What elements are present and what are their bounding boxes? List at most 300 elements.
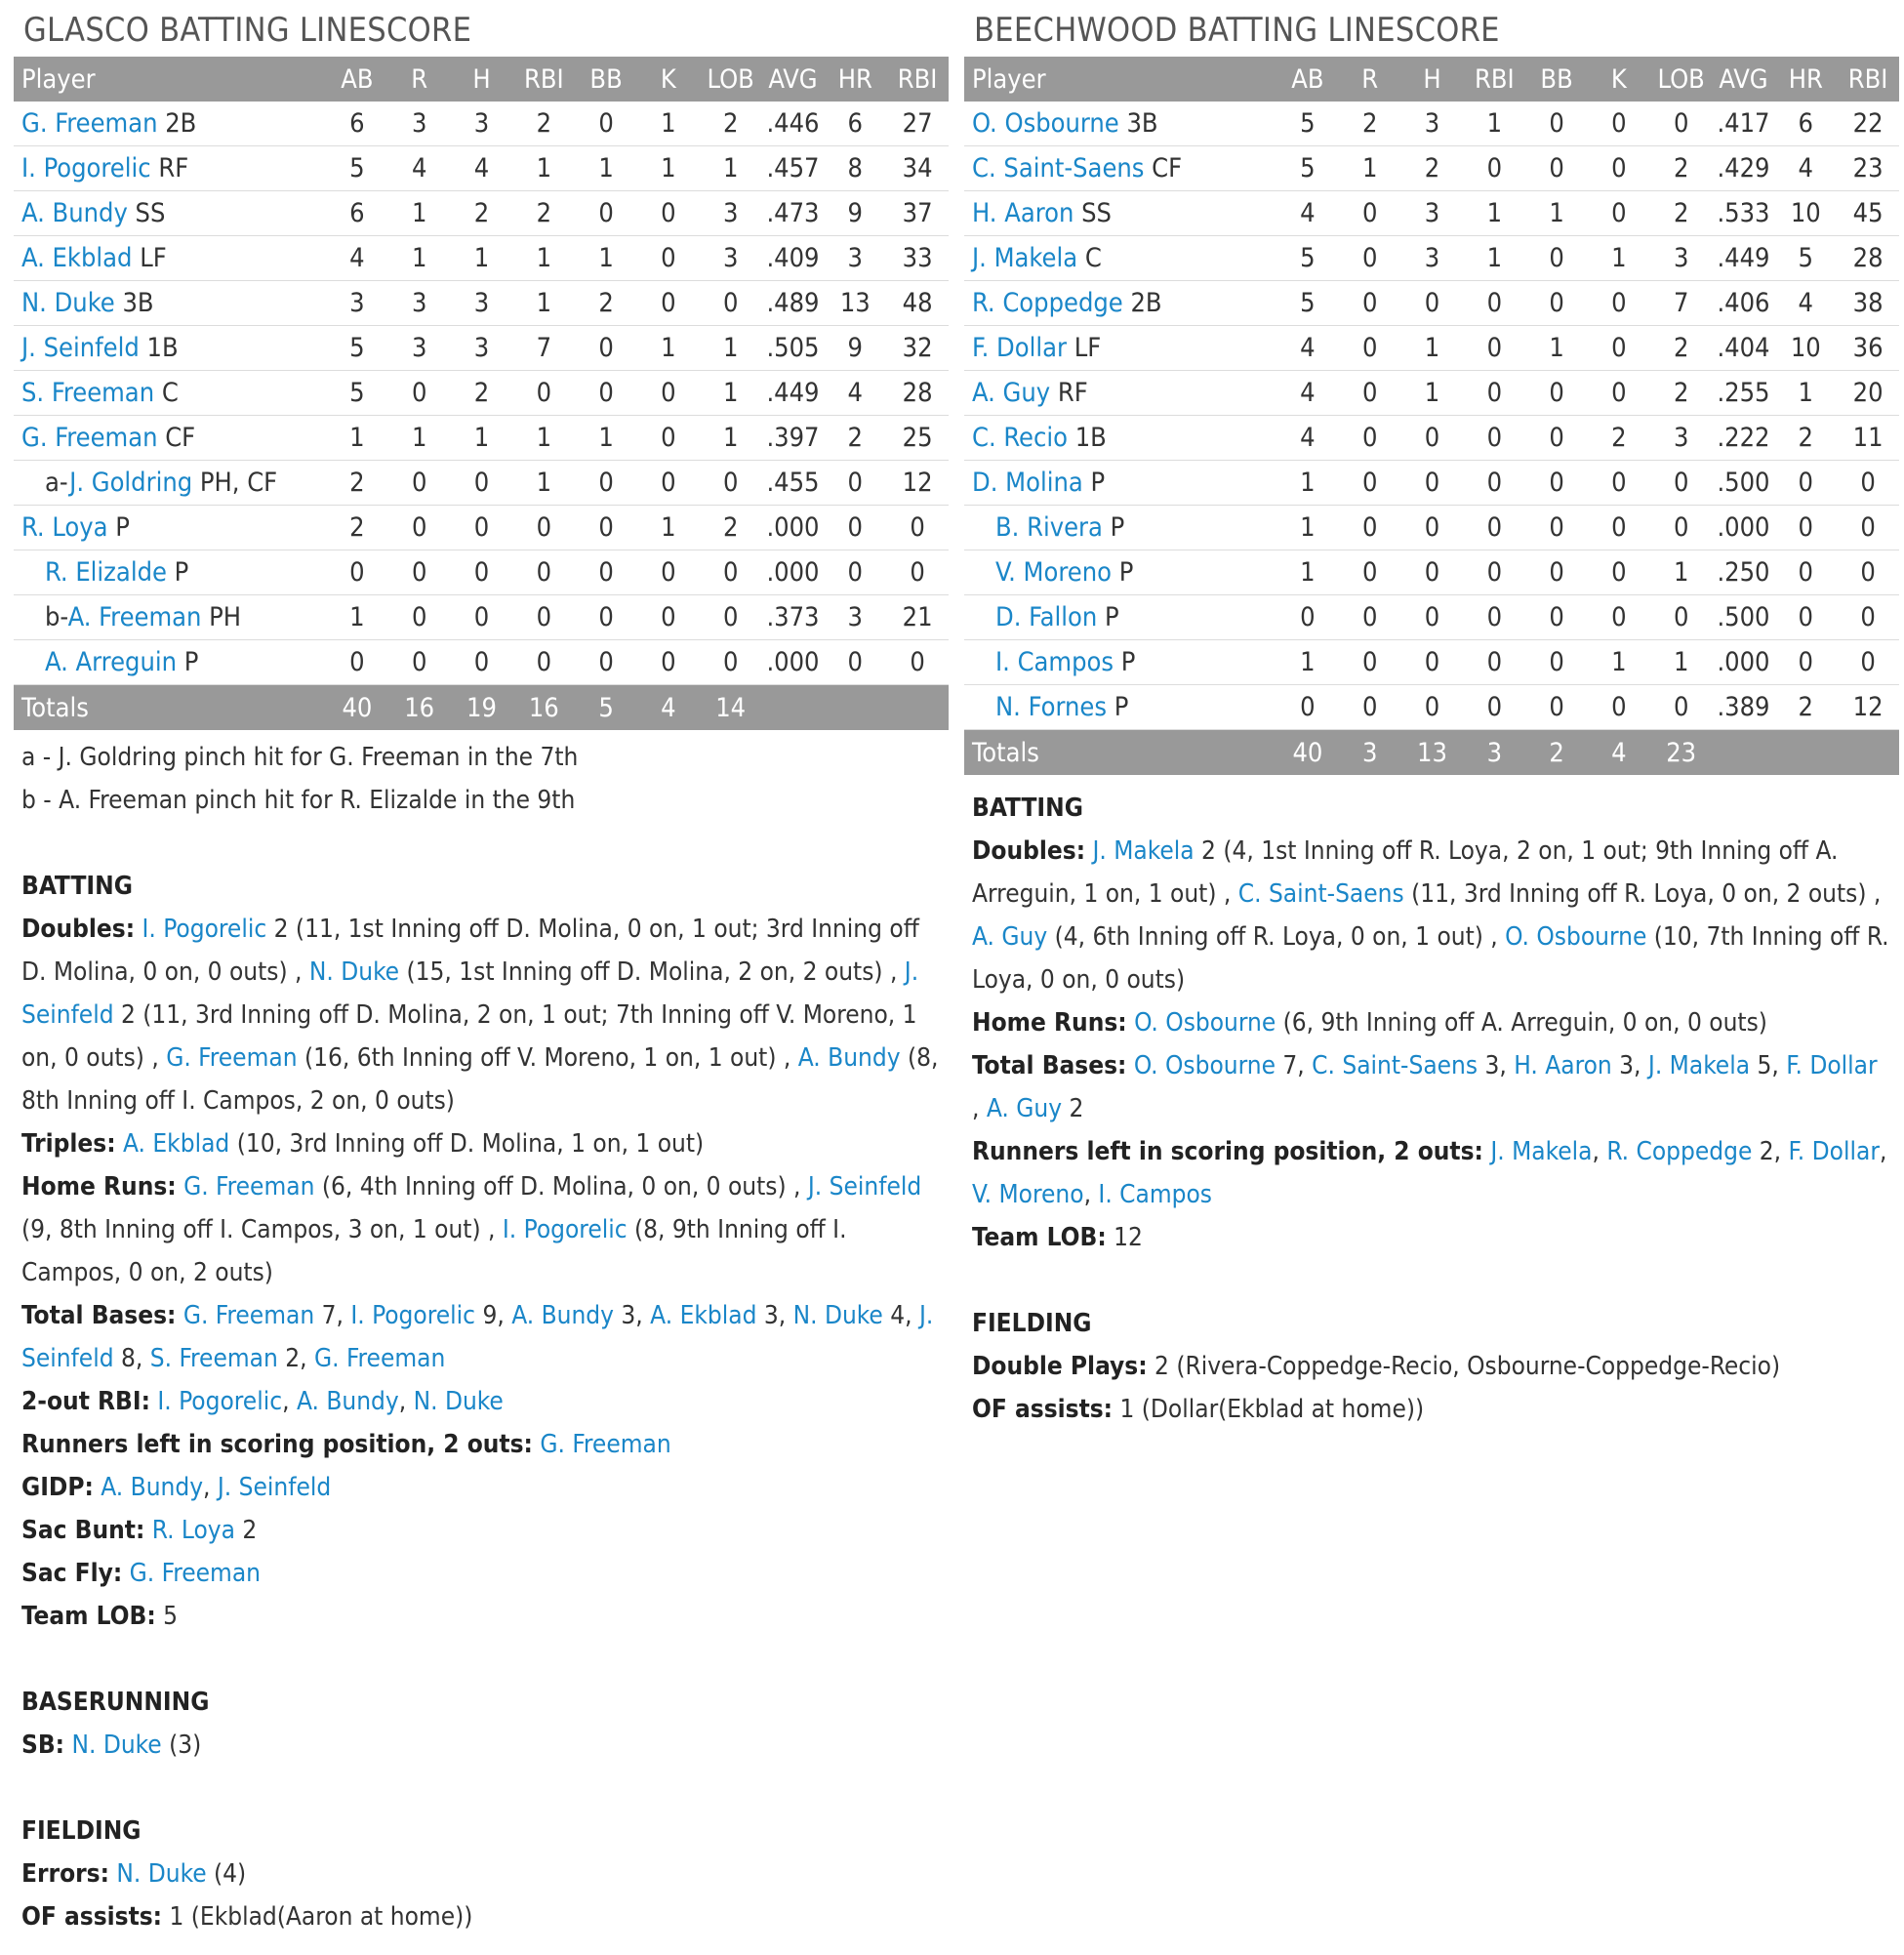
stat-cell: 5 <box>1276 102 1339 146</box>
player-row <box>964 146 1899 191</box>
beechwood-header-row <box>964 57 1899 102</box>
stat-cell: 0 <box>1463 685 1525 730</box>
player-link[interactable]: D. Molina <box>972 468 1083 498</box>
stat-cell: 25 <box>886 416 949 461</box>
player-link[interactable]: O. Osbourne <box>1133 1051 1276 1080</box>
stat-cell: 2 <box>326 506 388 550</box>
player-link[interactable]: G. Freeman <box>540 1430 671 1459</box>
stat-cell: 5 <box>326 371 388 416</box>
stat-label: Errors: <box>21 1859 109 1889</box>
stat-cell: 1 <box>700 416 762 461</box>
stat-label: Triples: <box>21 1129 116 1159</box>
player-cell <box>964 191 1276 236</box>
player-link[interactable]: B. Rivera <box>995 512 1103 543</box>
player-position: 3B <box>122 288 154 318</box>
stat-cell: 0 <box>1339 281 1401 326</box>
player-link[interactable]: A. Freeman <box>67 602 202 632</box>
player-link[interactable]: V. Moreno <box>972 1180 1084 1209</box>
column-header: AVG <box>762 57 825 102</box>
player-link[interactable]: J. Seinfeld <box>21 1301 934 1373</box>
player-cell <box>14 506 326 550</box>
stat-cell: 0 <box>575 640 637 685</box>
player-cell <box>964 640 1276 685</box>
player-link[interactable]: S. Freeman <box>149 1344 278 1373</box>
player-link[interactable]: R. Coppedge <box>972 288 1123 318</box>
player-link[interactable]: G. Freeman <box>183 1172 315 1202</box>
player-row <box>14 640 949 685</box>
stat-line <box>21 1724 941 1767</box>
stat-cell: 1 <box>700 326 762 371</box>
stat-label: Runners left in scoring position, 2 outs: <box>972 1137 1483 1166</box>
stat-label: Sac Bunt: <box>21 1516 145 1545</box>
stat-cell: 3 <box>700 236 762 281</box>
stat-cell: .000 <box>762 550 825 595</box>
stat-cell: 0 <box>451 640 513 685</box>
totals-cell: 3 <box>1463 730 1525 776</box>
column-header: HR <box>1774 57 1837 102</box>
stat-cell: .373 <box>762 595 825 640</box>
player-link[interactable]: I. Campos <box>1098 1180 1212 1209</box>
stat-cell: 1 <box>1401 371 1464 416</box>
column-header: BB <box>575 57 637 102</box>
player-link[interactable]: A. Bundy <box>797 1043 901 1073</box>
stat-cell: 1 <box>326 416 388 461</box>
stat-label: Runners left in scoring position, 2 outs: <box>21 1430 533 1459</box>
stat-cell: 0 <box>1463 595 1525 640</box>
player-link[interactable]: F. Dollar <box>972 333 1067 363</box>
player-link[interactable]: J. Makela <box>1490 1137 1593 1166</box>
player-row <box>964 506 1899 550</box>
player-row <box>964 595 1899 640</box>
stat-cell: 0 <box>1339 640 1401 685</box>
stat-cell: 0 <box>1837 461 1899 506</box>
stat-label: OF assists: <box>21 1902 163 1932</box>
stat-cell: 1 <box>637 506 700 550</box>
player-link[interactable]: N. Duke <box>71 1731 162 1760</box>
stat-cell: 4 <box>1276 371 1339 416</box>
stat-cell: 28 <box>1837 236 1899 281</box>
stat-cell: .222 <box>1713 416 1775 461</box>
player-link[interactable]: N. Duke <box>413 1387 504 1416</box>
player-link[interactable]: G. Freeman <box>166 1043 298 1073</box>
stat-cell: 0 <box>1525 550 1588 595</box>
player-link[interactable]: A. Ekblad <box>123 1129 230 1159</box>
stat-cell: 3 <box>1650 236 1713 281</box>
stat-section <box>972 1302 1891 1431</box>
stat-text: 12 <box>1114 1223 1143 1252</box>
stat-cell: 2 <box>700 506 762 550</box>
stat-cell: 0 <box>575 326 637 371</box>
section-heading: BASERUNNING <box>21 1688 210 1717</box>
stat-cell: 0 <box>1588 191 1650 236</box>
stat-text: 2 (Rivera-Coppedge-Recio, Osbourne-Coppedge-Recio) <box>1155 1352 1781 1381</box>
player-position: P <box>1114 692 1129 722</box>
stat-cell: 0 <box>1339 461 1401 506</box>
player-row <box>14 595 949 640</box>
player-link[interactable]: A. Ekblad <box>650 1301 757 1330</box>
stat-cell: 0 <box>1774 461 1837 506</box>
totals-cell: 40 <box>1276 730 1339 776</box>
stat-cell: 1 <box>575 236 637 281</box>
player-link[interactable]: A. Guy <box>972 378 1051 408</box>
sub-prefix: a- <box>45 468 70 498</box>
stat-cell: 0 <box>1463 550 1525 595</box>
player-position: SS <box>135 198 166 228</box>
stat-label: 2-out RBI: <box>21 1387 150 1416</box>
stat-cell: 20 <box>1837 371 1899 416</box>
totals-cell: 4 <box>1588 730 1650 776</box>
player-link[interactable]: H. Aaron <box>972 198 1074 228</box>
stat-cell: 0 <box>1774 595 1837 640</box>
stat-label: Team LOB: <box>21 1602 156 1631</box>
stat-text: 2 <box>234 1516 258 1545</box>
player-link[interactable]: J. Seinfeld <box>21 333 140 363</box>
stat-cell: 2 <box>512 191 575 236</box>
player-link[interactable]: O. Osbourne <box>1134 1008 1276 1038</box>
stat-cell: 5 <box>326 326 388 371</box>
player-cell <box>14 416 326 461</box>
stat-cell: 0 <box>512 640 575 685</box>
player-link[interactable]: J. Seinfeld <box>21 957 919 1030</box>
stat-line <box>972 830 1891 1001</box>
player-cell <box>964 461 1276 506</box>
player-link[interactable]: N. Duke <box>116 1859 207 1889</box>
section-heading: BATTING <box>972 794 1083 823</box>
player-cell <box>14 371 326 416</box>
player-link[interactable]: O. Osbourne <box>972 108 1119 139</box>
player-link[interactable]: F. Dollar <box>1788 1137 1880 1166</box>
stat-line <box>972 1130 1891 1216</box>
stat-cell: 3 <box>1401 191 1464 236</box>
player-row <box>964 236 1899 281</box>
stat-cell: 4 <box>451 146 513 191</box>
totals-cell: 19 <box>451 685 513 731</box>
totals-cell: 2 <box>1525 730 1588 776</box>
player-link[interactable]: N. Duke <box>21 288 115 318</box>
player-position: P <box>1118 557 1134 588</box>
stat-cell: 0 <box>1774 506 1837 550</box>
stat-text: (8, 8th Inning off I. Campos, 2 on, 0 outs) <box>21 1043 939 1116</box>
stat-cell: 1 <box>1401 326 1464 371</box>
stat-cell: 1 <box>1276 550 1339 595</box>
player-row <box>964 371 1899 416</box>
player-link[interactable]: A. Bundy <box>101 1473 204 1502</box>
stat-cell: 1 <box>575 416 637 461</box>
player-cell <box>964 416 1276 461</box>
stat-cell: 1 <box>1650 550 1713 595</box>
column-header: R <box>1339 57 1401 102</box>
stat-cell: 3 <box>451 326 513 371</box>
glasco-header-row <box>14 57 949 102</box>
stat-cell: 0 <box>1339 191 1401 236</box>
stat-cell: 0 <box>637 595 700 640</box>
player-position: P <box>1120 647 1136 677</box>
stat-cell: 1 <box>512 416 575 461</box>
player-link[interactable]: R. Elizalde <box>45 557 167 588</box>
player-link[interactable]: A. Ekblad <box>21 243 133 273</box>
stat-cell: 0 <box>1588 685 1650 730</box>
stat-cell: 0 <box>575 191 637 236</box>
player-link[interactable]: F. Dollar <box>1786 1051 1878 1080</box>
stat-cell: 1 <box>388 236 451 281</box>
stat-text: , <box>972 1094 987 1123</box>
stat-cell: 0 <box>575 506 637 550</box>
beechwood-linescore-panel <box>964 0 1899 1431</box>
player-cell <box>14 550 326 595</box>
stat-cell: 0 <box>1525 595 1588 640</box>
stat-cell: 1 <box>637 326 700 371</box>
player-cell <box>964 685 1276 730</box>
player-link[interactable]: R. Coppedge <box>1606 1137 1753 1166</box>
stat-cell: 13 <box>824 281 886 326</box>
player-link[interactable]: C. Saint-Saens <box>1312 1051 1479 1080</box>
player-row <box>14 416 949 461</box>
player-cell <box>964 102 1276 146</box>
player-link[interactable]: J. Makela <box>1647 1051 1751 1080</box>
stat-cell: 21 <box>886 595 949 640</box>
stat-cell: 1 <box>1276 506 1339 550</box>
stat-cell: 37 <box>886 191 949 236</box>
player-link[interactable]: N. Fornes <box>995 692 1107 722</box>
player-link[interactable]: G. Freeman <box>129 1559 262 1588</box>
column-header: K <box>637 57 700 102</box>
stat-cell: 0 <box>1339 236 1401 281</box>
player-link[interactable]: J. Seinfeld <box>807 1172 922 1202</box>
stat-cell: 0 <box>388 461 451 506</box>
player-link[interactable]: O. Osbourne <box>1505 922 1647 952</box>
player-link[interactable]: N. Duke <box>792 1301 883 1330</box>
stat-section <box>21 865 941 1638</box>
stat-cell: 1 <box>637 146 700 191</box>
stat-cell: 6 <box>326 102 388 146</box>
player-position: P <box>1105 602 1119 632</box>
stat-cell: 1 <box>1525 326 1588 371</box>
stat-cell: 0 <box>700 281 762 326</box>
player-link[interactable]: G. Freeman <box>21 423 158 453</box>
stat-text: (3) <box>161 1731 202 1760</box>
stat-cell: 0 <box>575 371 637 416</box>
section-heading: FIELDING <box>972 1309 1092 1338</box>
stat-cell: 0 <box>575 550 637 595</box>
stat-cell: 0 <box>637 281 700 326</box>
stat-line <box>972 1044 1891 1130</box>
totals-cell <box>1774 730 1837 776</box>
stat-cell: 0 <box>1588 326 1650 371</box>
player-link[interactable]: J. Makela <box>1092 836 1195 866</box>
stat-cell: 0 <box>824 461 886 506</box>
stat-cell: 0 <box>575 595 637 640</box>
stat-cell: 0 <box>451 506 513 550</box>
stat-label: Double Plays: <box>972 1352 1148 1381</box>
player-cell <box>964 326 1276 371</box>
player-link[interactable]: G. Freeman <box>21 108 158 139</box>
player-position: RF <box>1057 378 1088 408</box>
player-cell <box>14 461 326 506</box>
stat-cell: 0 <box>1401 506 1464 550</box>
player-cell <box>964 236 1276 281</box>
stat-cell: 1 <box>1463 236 1525 281</box>
totals-cell: 16 <box>388 685 451 731</box>
stat-cell: 0 <box>1650 461 1713 506</box>
stat-cell: .409 <box>762 236 825 281</box>
player-link[interactable]: I. Pogorelic <box>142 915 267 944</box>
stat-label: Team LOB: <box>972 1223 1107 1252</box>
stat-cell: 1 <box>1276 461 1339 506</box>
totals-cell <box>824 685 886 731</box>
stat-cell: 4 <box>1276 326 1339 371</box>
player-link[interactable]: J. Makela <box>972 243 1078 273</box>
stat-label: Doubles: <box>972 836 1086 866</box>
stat-cell: 2 <box>1401 146 1464 191</box>
player-link[interactable]: S. Freeman <box>21 378 155 408</box>
stat-line <box>972 1216 1891 1259</box>
stat-cell: 2 <box>451 191 513 236</box>
player-link[interactable]: I. Pogorelic <box>157 1387 283 1416</box>
stat-cell: 6 <box>824 102 886 146</box>
player-position: PH <box>209 602 242 632</box>
player-row <box>964 281 1899 326</box>
stat-cell: 3 <box>824 595 886 640</box>
player-cell <box>14 236 326 281</box>
stat-cell: 8 <box>824 146 886 191</box>
stat-cell: .397 <box>762 416 825 461</box>
stat-cell: .000 <box>762 640 825 685</box>
stat-cell: 4 <box>1276 416 1339 461</box>
stat-cell: 2 <box>1588 416 1650 461</box>
stat-cell: .250 <box>1713 550 1775 595</box>
totals-cell <box>1837 730 1899 776</box>
stat-cell: 0 <box>1401 281 1464 326</box>
stat-text: (15, 1st Inning off D. Molina, 2 on, 2 outs) , <box>399 957 905 987</box>
stat-cell: 0 <box>1339 371 1401 416</box>
player-link[interactable]: A. Bundy <box>296 1387 399 1416</box>
player-row <box>14 371 949 416</box>
player-position: 1B <box>146 333 179 363</box>
totals-cell: 5 <box>575 685 637 731</box>
glasco-title: GLASCO BATTING LINESCORE <box>23 11 472 50</box>
stat-cell: 0 <box>1650 685 1713 730</box>
player-cell <box>14 191 326 236</box>
player-link[interactable]: A. Arreguin <box>45 647 177 677</box>
stat-cell: 0 <box>824 550 886 595</box>
stat-text: , <box>203 1473 218 1502</box>
stat-cell: 7 <box>1650 281 1713 326</box>
stat-cell: 2 <box>1650 371 1713 416</box>
player-row <box>964 640 1899 685</box>
player-link[interactable]: A. Bundy <box>21 198 128 228</box>
stat-cell: 0 <box>1463 146 1525 191</box>
stat-section <box>21 1810 941 1938</box>
stat-cell: 0 <box>388 550 451 595</box>
stat-section <box>21 1681 941 1767</box>
player-link[interactable]: G. Freeman <box>182 1301 315 1330</box>
stat-cell: 9 <box>824 326 886 371</box>
totals-cell: 14 <box>700 685 762 731</box>
stat-line <box>21 1595 941 1638</box>
stat-cell: 0 <box>1463 416 1525 461</box>
player-link[interactable]: J. Goldring <box>69 468 193 498</box>
column-header: H <box>451 57 513 102</box>
stat-cell: 0 <box>886 506 949 550</box>
stat-cell: 0 <box>1837 550 1899 595</box>
player-link[interactable]: A. Guy <box>972 922 1048 952</box>
stat-cell: 23 <box>1837 146 1899 191</box>
player-link[interactable]: I. Pogorelic <box>350 1301 476 1330</box>
player-link[interactable]: C. Saint-Saens <box>1237 879 1404 909</box>
player-link[interactable]: J. Seinfeld <box>217 1473 332 1502</box>
stat-cell: .533 <box>1713 191 1775 236</box>
pinch-hit-note: b - A. Freeman pinch hit for R. Elizalde in the 9th <box>21 786 576 815</box>
stat-cell: 3 <box>1401 236 1464 281</box>
column-header: RBI <box>1837 57 1899 102</box>
player-link[interactable]: A. Guy <box>986 1094 1063 1123</box>
player-link[interactable]: C. Recio <box>972 423 1068 453</box>
stat-text: (8, 9th Inning off I. Campos, 0 on, 2 outs) <box>21 1215 847 1287</box>
stat-cell: .429 <box>1713 146 1775 191</box>
player-link[interactable]: C. Saint-Saens <box>972 153 1145 183</box>
stat-cell: 0 <box>1276 685 1339 730</box>
stat-cell: 34 <box>886 146 949 191</box>
stat-cell: 3 <box>1401 102 1464 146</box>
player-link[interactable]: R. Loya <box>151 1516 235 1545</box>
stat-cell: 0 <box>388 506 451 550</box>
stat-cell: 0 <box>1339 595 1401 640</box>
player-position: P <box>1090 468 1106 498</box>
stat-line <box>21 1466 941 1509</box>
player-row <box>14 281 949 326</box>
stat-cell: 0 <box>512 506 575 550</box>
stat-cell: 6 <box>1774 102 1837 146</box>
stat-cell: 2 <box>1774 416 1837 461</box>
stat-cell: 2 <box>1650 326 1713 371</box>
stat-cell: 10 <box>1774 326 1837 371</box>
player-cell <box>14 326 326 371</box>
glasco-sections <box>14 865 949 1938</box>
stat-cell: .000 <box>1713 506 1775 550</box>
stat-cell: 2 <box>1650 191 1713 236</box>
stat-cell: 3 <box>388 102 451 146</box>
stat-cell: 0 <box>1588 146 1650 191</box>
totals-cell: 3 <box>1339 730 1401 776</box>
stat-cell: 0 <box>700 550 762 595</box>
player-cell <box>14 640 326 685</box>
player-link[interactable]: I. Pogorelic <box>502 1215 628 1244</box>
stat-cell: 0 <box>1588 102 1650 146</box>
player-link[interactable]: H. Aaron <box>1514 1051 1612 1080</box>
stat-text: , <box>1879 1137 1887 1166</box>
player-link[interactable]: N. Duke <box>308 957 400 987</box>
stat-text: 3, <box>1478 1051 1515 1080</box>
stat-text: (16, 6th Inning off V. Moreno, 1 on, 1 out) , <box>297 1043 798 1073</box>
stat-text: , <box>1083 1180 1099 1209</box>
player-link[interactable]: A. Bundy <box>511 1301 614 1330</box>
stat-label: Home Runs: <box>972 1008 1127 1038</box>
stat-line <box>21 1294 941 1380</box>
player-link[interactable]: G. Freeman <box>313 1344 446 1373</box>
beechwood-notes <box>964 775 1899 781</box>
stat-text: 2 (11, 1st Inning off D. Molina, 0 on, 1 out; 3rd Inning off D. Molina, 0 on, 0 outs) , <box>21 915 919 987</box>
stat-cell: 0 <box>1525 506 1588 550</box>
player-row <box>964 326 1899 371</box>
player-link[interactable]: I. Campos <box>995 647 1114 677</box>
sub-prefix: b- <box>45 602 68 632</box>
stat-cell: 6 <box>326 191 388 236</box>
player-link[interactable]: V. Moreno <box>995 557 1112 588</box>
player-link[interactable]: R. Loya <box>21 512 108 543</box>
stat-section <box>972 787 1891 1259</box>
player-link[interactable]: D. Fallon <box>995 602 1098 632</box>
player-link[interactable]: I. Pogorelic <box>21 153 151 183</box>
